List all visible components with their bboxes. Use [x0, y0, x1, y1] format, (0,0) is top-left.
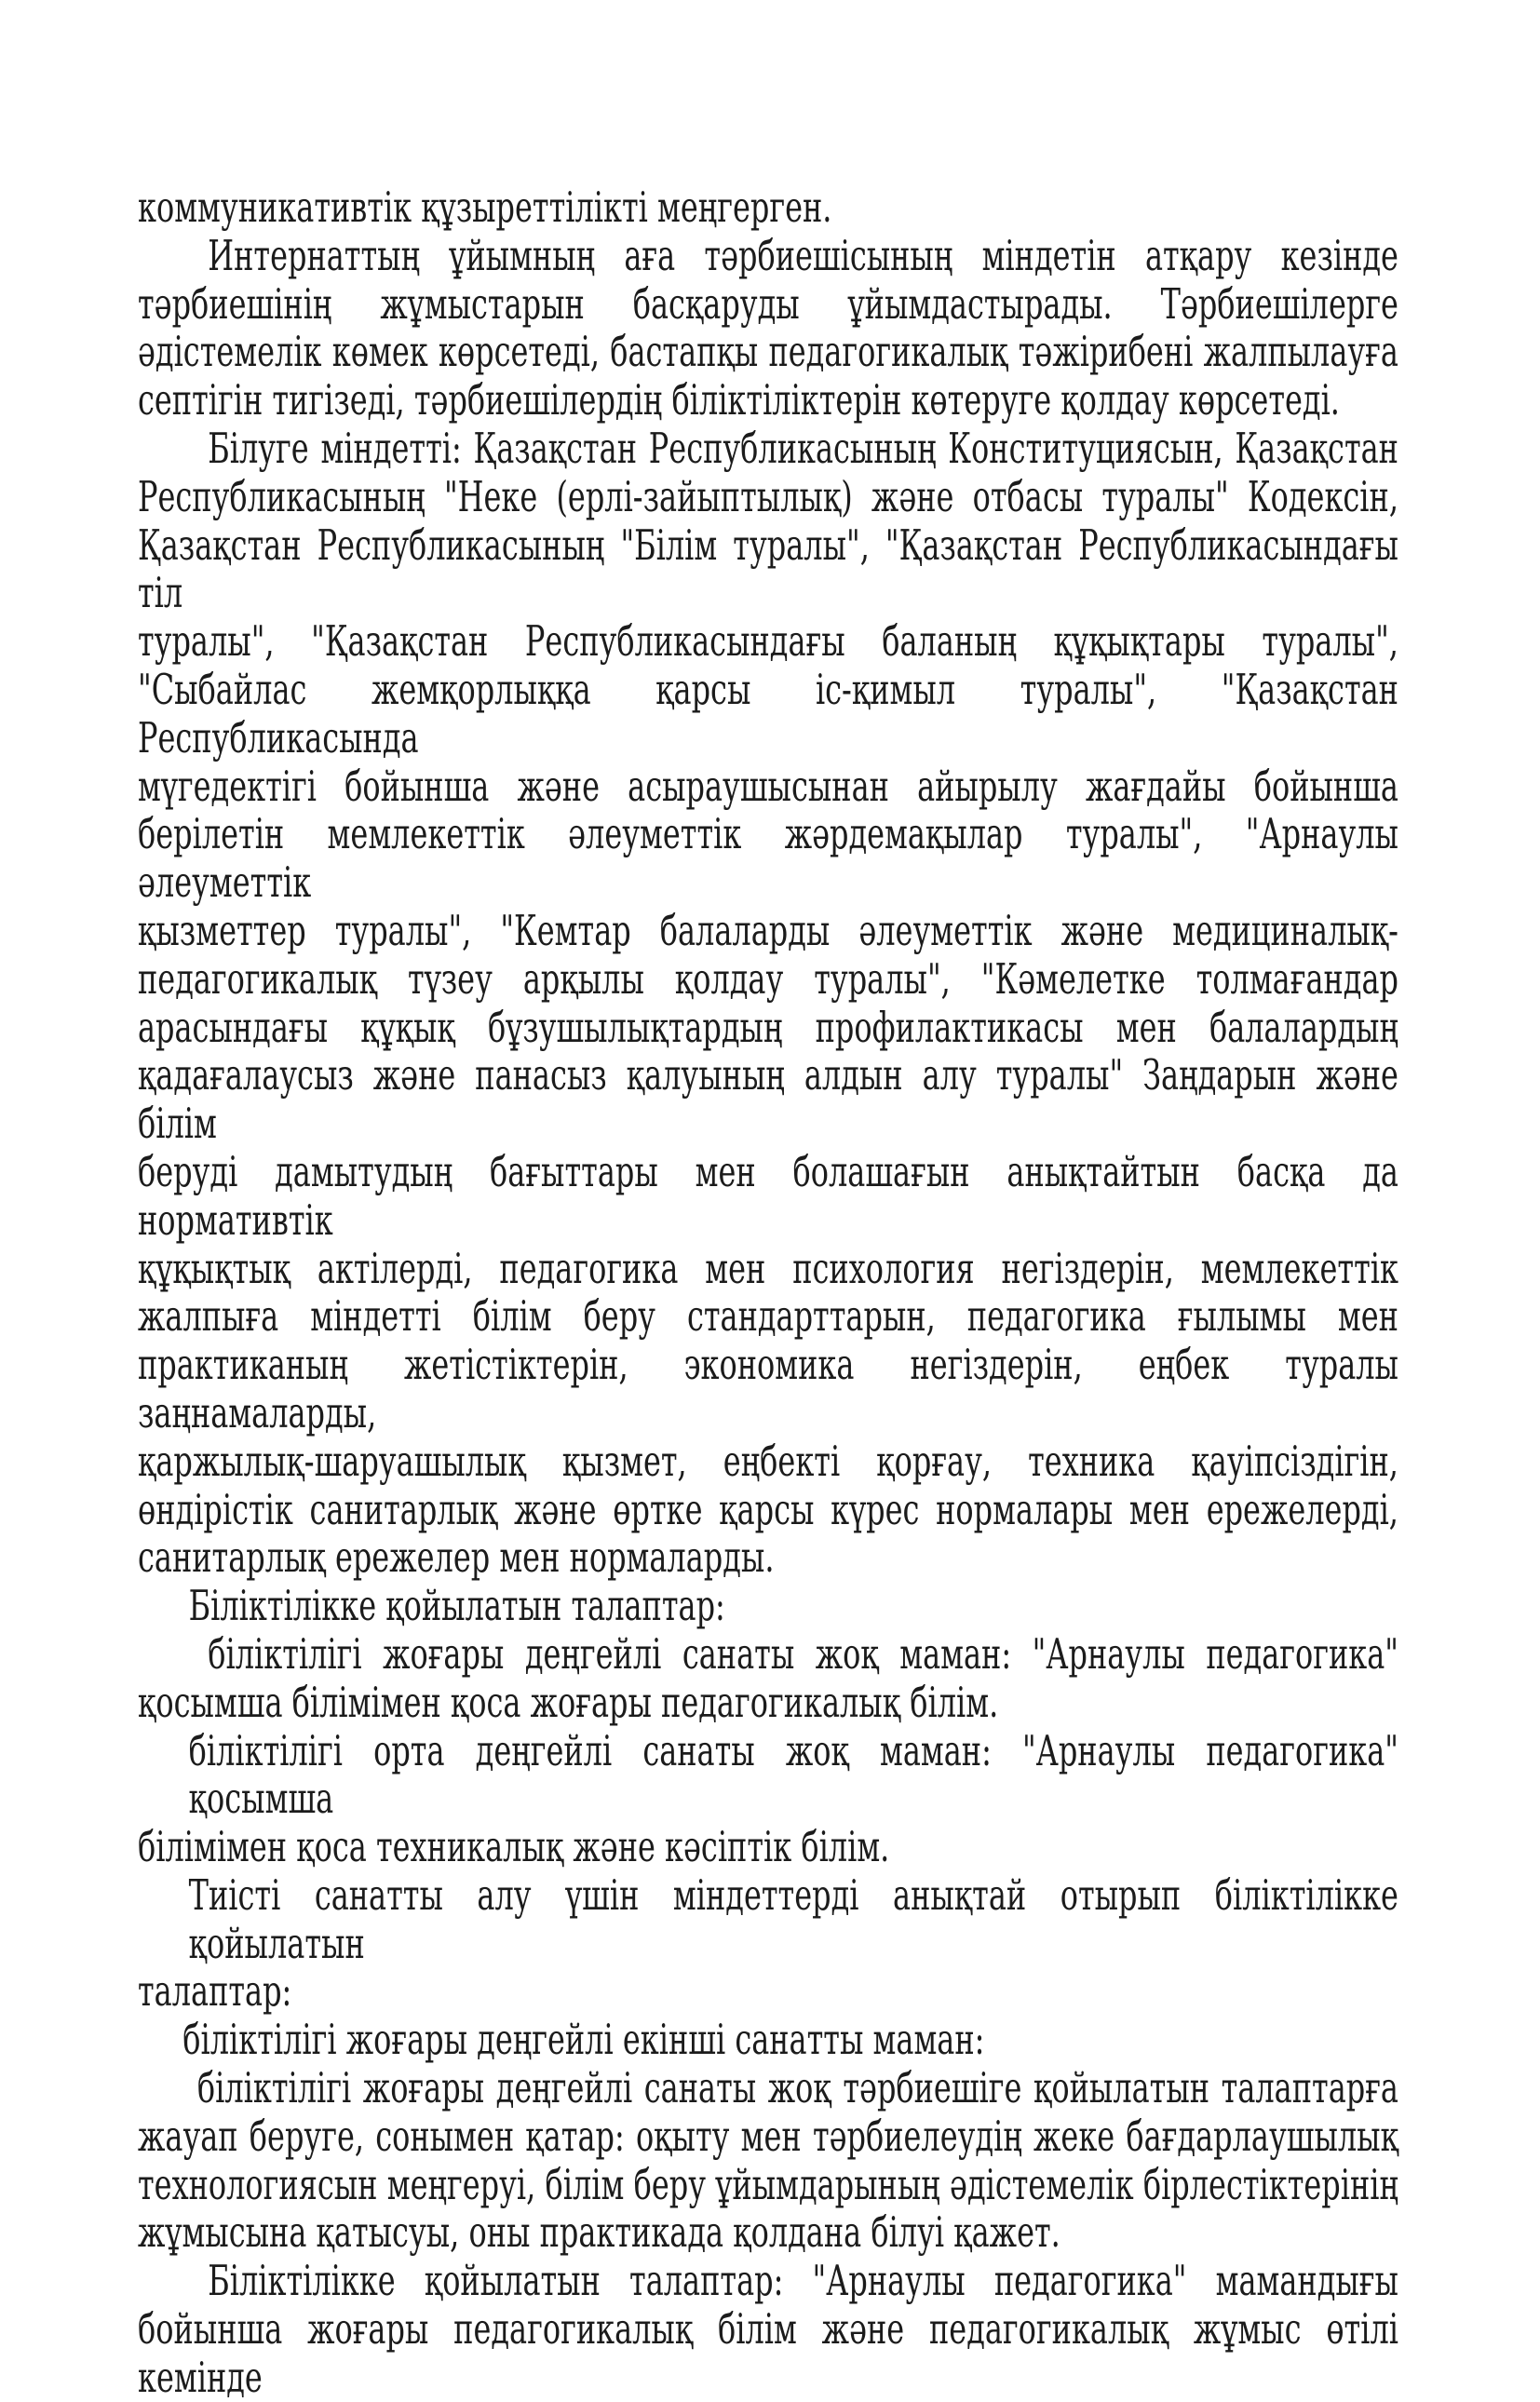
- text-line: қызметтер туралы", "Кемтар балаларды әлеуметтік және медициналық-: [138, 905, 1398, 955]
- text-line: "Сыбайлас жемқорлыққа қарсы іс-қимыл туралы", "Қазақстан Республикасында: [138, 664, 1398, 762]
- text-line: туралы", "Қазақстан Республикасындағы баланың құқықтары туралы",: [138, 616, 1398, 667]
- text-line: тәрбиешінің жұмыстарын басқаруды ұйымдастырады. Тәрбиешілерге: [138, 278, 1398, 329]
- text-line: Интернаттың ұйымның аға тәрбиешісының міндетін атқару кезінде: [208, 230, 1398, 280]
- text-line: Білуге міндетті: Қазақстан Республикасының Конституциясын, Қазақстан: [208, 423, 1398, 473]
- text-line: Тиісті санатты алу үшін міндеттерді анықтай отырып біліктілікке қойылатын: [188, 1869, 1398, 1968]
- text-line: технологиясын меңгеруі, білім беру ұйымдарының әдістемелік бірлестіктерінің: [138, 2159, 1398, 2209]
- text-line: құқықтық актілерді, педагогика мен психология негіздерін, мемлекеттік: [138, 1243, 1398, 1293]
- text-line: жалпыға міндетті білім беру стандарттарын, педагогика ғылымы мен: [138, 1291, 1398, 1342]
- text-line: септігін тигізеді, тәрбиешілердің біліктіліктерін көтеруге қолдау көрсетеді.: [138, 375, 1340, 425]
- text-line: өндірістік санитарлық және өртке қарсы күрес нормалары мен ережелерді,: [138, 1484, 1398, 1534]
- text-block: [138, 183, 1398, 2402]
- text-line: арасындағы құқық бұзушылықтардың профилактикасы мен балалардың: [138, 1002, 1398, 1052]
- text-line: жұмысына қатысуы, оны практикада қолдана білуі қажет.: [138, 2207, 1060, 2258]
- text-line: педагогикалық түзеу арқылы қолдау туралы", "Кәмелетке толмағандар: [138, 953, 1398, 1004]
- text-line: практиканың жетістіктерін, экономика негіздерін, еңбек туралы заңнамаларды,: [138, 1340, 1398, 1437]
- text-line: Республикасының "Неке (ерлі-зайыптылық) және отбасы туралы" Кодексін,: [138, 471, 1398, 521]
- text-line: қадағалаусыз және панасыз қалуының алдын алу туралы" Заңдарын және білім: [138, 1050, 1398, 1149]
- text-line: Қазақстан Республикасының "Білім туралы", "Қазақстан Республикасындағы тіл: [138, 520, 1398, 618]
- text-line: санитарлық ережелер мен нормаларды.: [138, 1532, 775, 1583]
- text-line: қаржылық-шаруашылық қызмет, еңбекті қорғау, техника қауіпсіздігін,: [138, 1436, 1398, 1486]
- text-line: коммуникативтік құзыреттілікті меңгерген.: [138, 182, 832, 232]
- text-line: мүгедектігі бойынша және асыраушысынан айырылу жағдайы бойынша: [138, 761, 1398, 811]
- text-line: біліктілігі жоғары деңгейлі санаты жоқ тәрбиешіге қойылатын талаптарға: [196, 2063, 1398, 2113]
- text-line: жауап беруге, сонымен қатар: оқыту мен тәрбиелеудің жеке бағдарлаушылық: [138, 2111, 1398, 2161]
- text-line: қосымша білімімен қоса жоғары педагогикалық білім.: [138, 1677, 999, 1727]
- text-line: беруді дамытудың бағыттары мен болашағын анықтайтын басқа да нормативтік: [138, 1146, 1398, 1245]
- text-line: бойынша жоғары педагогикалық білім және педагогикалық жұмыс өтілі кемінде: [138, 2304, 1398, 2402]
- text-line: Біліктілікке қойылатын талаптар:: [188, 1581, 725, 1631]
- text-line: Біліктілікке қойылатын талаптар: "Арнаулы педагогика" мамандығы: [208, 2256, 1398, 2306]
- text-line: берілетін мемлекеттік әлеуметтік жәрдемақылар туралы", "Арнаулы әлеуметтік: [138, 809, 1398, 908]
- text-line: әдістемелік көмек көрсетеді, бастапқы педагогикалық тәжірибені жалпылауға: [138, 327, 1398, 377]
- text-line: біліктілігі жоғары деңгейлі екінші санатты маман:: [182, 2015, 985, 2065]
- text-line: біліктілігі орта деңгейлі санаты жоқ маман: "Арнаулы педагогика" қосымша: [188, 1725, 1398, 1824]
- text-line: білімімен қоса техникалық және кәсіптік білім.: [138, 1822, 890, 1872]
- text-line: талаптар:: [138, 1966, 292, 2017]
- text-line: біліктілігі жоғары деңгейлі санаты жоқ маман: "Арнаулы педагогика": [208, 1628, 1398, 1679]
